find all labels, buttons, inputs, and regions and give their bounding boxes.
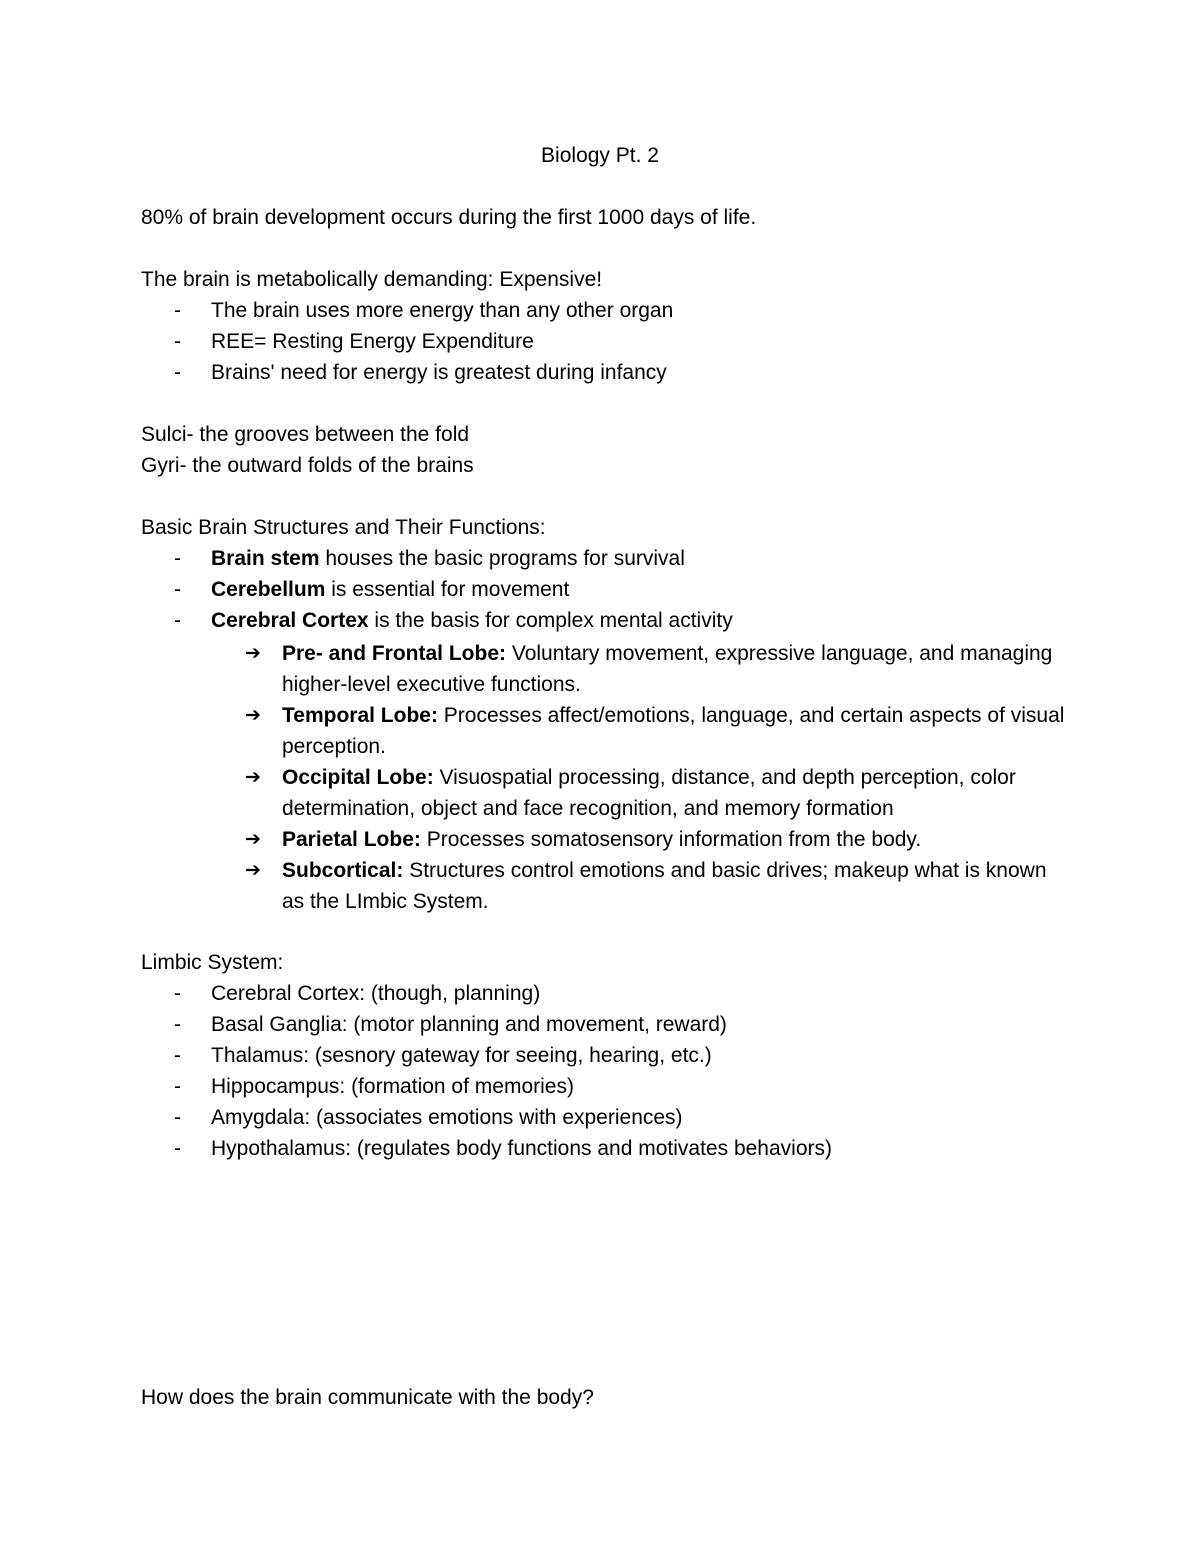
list-item-text: Hypothalamus: (regulates body functions and motivates behaviors) bbox=[211, 1137, 832, 1160]
list-item-text: Cerebral Cortex: (though, planning) bbox=[211, 982, 541, 1005]
term-bold: Subcortical: bbox=[282, 859, 404, 882]
arrow-bullet-icon: ➔ bbox=[245, 860, 261, 881]
dash-bullet: - bbox=[174, 578, 181, 601]
term-bold: Pre- and Frontal Lobe: bbox=[282, 642, 507, 665]
dash-bullet: - bbox=[174, 361, 181, 384]
dash-bullet: - bbox=[174, 330, 181, 353]
term-description: is the basis for complex mental activity bbox=[368, 609, 733, 632]
term-description: Processes somatosensory information from the body. bbox=[420, 828, 922, 851]
list-item-text: Amygdala: (associates emotions with experiences) bbox=[211, 1106, 683, 1129]
lobe-text bbox=[282, 700, 1065, 762]
dash-bullet: - bbox=[174, 547, 181, 570]
dash-bullet: - bbox=[174, 1137, 181, 1160]
list-item-text: REE= Resting Energy Expenditure bbox=[211, 330, 534, 353]
list-item-text bbox=[211, 546, 685, 572]
lobe-text bbox=[282, 824, 1065, 855]
term-description: Voluntary movement, expressive language, and managing higher-level executive functions. bbox=[282, 642, 1053, 696]
list-item-text: Hippocampus: (formation of memories) bbox=[211, 1075, 574, 1098]
dash-bullet: - bbox=[174, 1013, 181, 1036]
arrow-bullet-icon: ➔ bbox=[245, 767, 261, 788]
lobe-text bbox=[282, 762, 1065, 824]
limbic-heading: Limbic System: bbox=[141, 951, 284, 974]
term-bold: Cerebral Cortex bbox=[211, 609, 369, 632]
lobe-item bbox=[245, 700, 1065, 762]
lobe-item bbox=[245, 638, 1065, 700]
structures-heading: Basic Brain Structures and Their Functions: bbox=[141, 516, 546, 539]
question-text: How does the brain communicate with the body? bbox=[141, 1386, 594, 1409]
lobe-item bbox=[245, 824, 1065, 855]
term-description: Structures control emotions and basic drives; makeup what is known as the LImbic System. bbox=[282, 859, 1047, 913]
list-item-text bbox=[211, 577, 569, 603]
lobe-item bbox=[245, 855, 1065, 917]
term-description: is essential for movement bbox=[325, 578, 570, 601]
list-item-text: Basal Ganglia: (motor planning and movement, reward) bbox=[211, 1013, 727, 1036]
dash-bullet: - bbox=[174, 299, 181, 322]
definition-sulci: Sulci- the grooves between the fold bbox=[141, 423, 470, 446]
metabolic-heading: The brain is metabolically demanding: Expensive! bbox=[141, 268, 603, 291]
dash-bullet: - bbox=[174, 1106, 181, 1129]
dash-bullet: - bbox=[174, 1044, 181, 1067]
term-bold: Parietal Lobe: bbox=[282, 828, 421, 851]
list-item-text: Thalamus: (sesnory gateway for seeing, hearing, etc.) bbox=[211, 1044, 712, 1067]
lobe-text bbox=[282, 855, 1065, 917]
definition-gyri: Gyri- the outward folds of the brains bbox=[141, 454, 474, 477]
dash-bullet: - bbox=[174, 982, 181, 1005]
term-description: Visuospatial processing, distance, and depth perception, color determination, object and face recognition, and memory formation bbox=[282, 766, 1016, 820]
page-title: Biology Pt. 2 bbox=[541, 144, 659, 167]
list-item-text bbox=[211, 608, 733, 634]
arrow-bullet-icon: ➔ bbox=[245, 829, 261, 850]
list-item-text: Brains' need for energy is greatest during infancy bbox=[211, 361, 667, 384]
lobe-text bbox=[282, 638, 1065, 700]
term-bold: Brain stem bbox=[211, 547, 320, 570]
dash-bullet: - bbox=[174, 609, 181, 632]
dash-bullet: - bbox=[174, 1075, 181, 1098]
list-item-text: The brain uses more energy than any other organ bbox=[211, 299, 674, 322]
intro-text: 80% of brain development occurs during the first 1000 days of life. bbox=[141, 206, 757, 229]
arrow-bullet-icon: ➔ bbox=[245, 705, 261, 726]
term-bold: Temporal Lobe: bbox=[282, 704, 438, 727]
lobe-item bbox=[245, 762, 1065, 824]
term-description: Processes affect/emotions, language, and certain aspects of visual perception. bbox=[282, 704, 1065, 758]
term-description: houses the basic programs for survival bbox=[319, 547, 685, 570]
term-bold: Cerebellum bbox=[211, 578, 326, 601]
term-bold: Occipital Lobe: bbox=[282, 766, 434, 789]
arrow-bullet-icon: ➔ bbox=[245, 643, 261, 664]
